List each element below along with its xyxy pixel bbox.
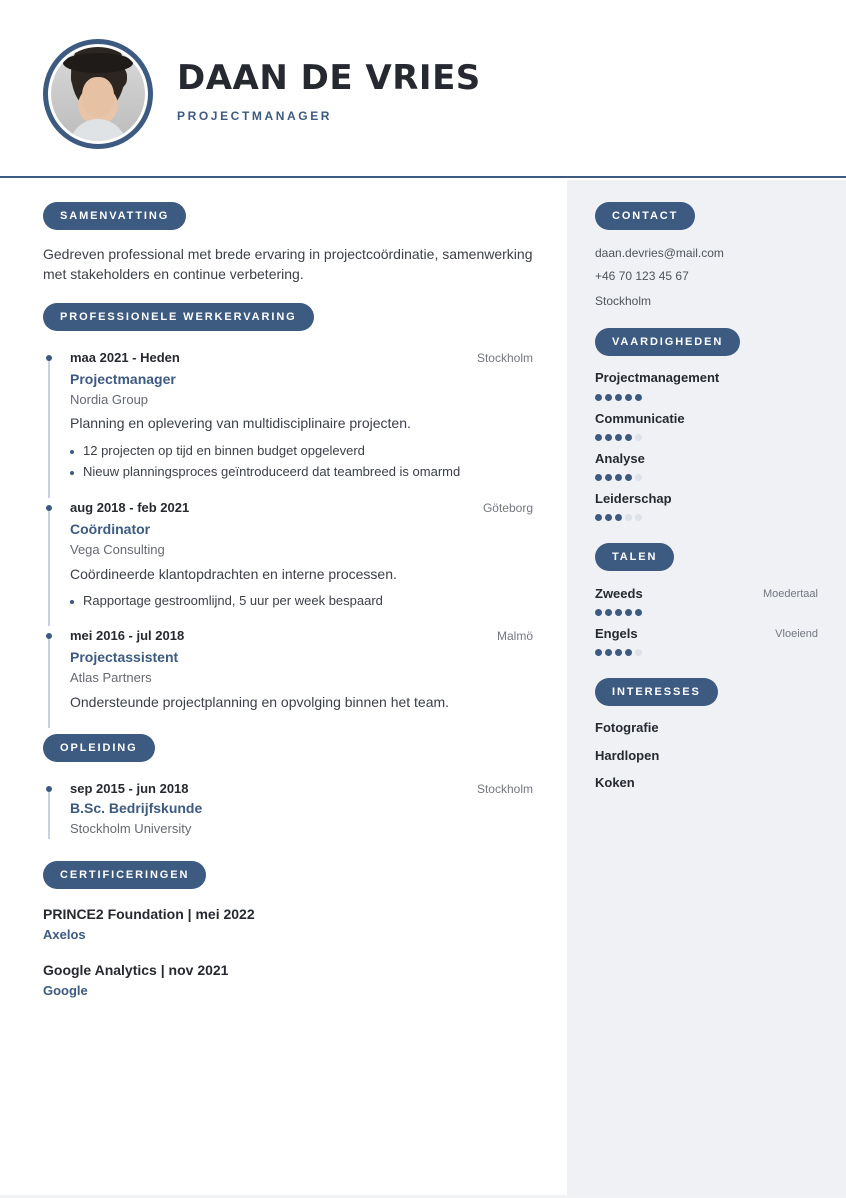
section-heading-contact: CONTACT (595, 202, 695, 230)
language-rating (595, 649, 642, 657)
job-title-entry: Projectmanager (70, 371, 176, 387)
timeline-dot (46, 355, 52, 361)
timeline-line (48, 789, 50, 839)
language-rating (595, 609, 642, 617)
section-heading-certifications: CERTIFICERINGEN (43, 861, 206, 889)
summary-text: Gedreven professional met brede ervaring in projectcoördinatie, samenwerking met stakeholders en continue verbetering. (43, 246, 533, 282)
rating-dot-filled (595, 649, 602, 656)
language-level: Vloeiend (775, 628, 818, 640)
job-bullet: 12 projecten op tijd en binnen budget opgeleverd (70, 443, 365, 458)
profile-photo-frame (43, 39, 153, 149)
contact-city: Stockholm (595, 294, 652, 308)
timeline-line (48, 358, 50, 498)
job-bullet: Nieuw planningsproces geïntroduceerd dat teambreed is omarmd (70, 464, 460, 479)
rating-dot-filled (605, 394, 612, 401)
rating-dot-filled (595, 474, 602, 481)
language-level: Moedertaal (762, 588, 818, 600)
timeline-dot (46, 505, 52, 511)
section-heading-education: OPLEIDING (43, 734, 155, 762)
job-title-entry: Projectassistent (70, 649, 179, 665)
rating-dot-filled (625, 649, 632, 656)
language-name: Engels (595, 626, 638, 641)
rating-dot-filled (605, 514, 612, 521)
education-school: Stockholm University (70, 821, 192, 836)
person-name: DAAN DE VRIES (177, 58, 481, 98)
section-heading-languages: TALEN (595, 543, 674, 571)
contact-email[interactable]: daan.devries@mail.com (595, 246, 724, 260)
job-company: Nordia Group (70, 392, 149, 407)
rating-dot-filled (605, 474, 612, 481)
skill-name: Leiderschap (595, 491, 672, 506)
education-degree: B.Sc. Bedrijfskunde (70, 800, 203, 816)
contact-phone[interactable]: +46 70 123 45 67 (595, 269, 689, 283)
rating-dot-filled (595, 609, 602, 616)
rating-dot-empty (635, 514, 642, 521)
resume-header (0, 0, 846, 178)
job-description: Planning en oplevering van multidisciplinaire projecten. (70, 415, 411, 431)
job-date: mei 2016 - jul 2018 (70, 628, 185, 643)
rating-dot-empty (635, 474, 642, 481)
skill-rating (595, 394, 642, 402)
job-location: Malmö (496, 629, 533, 643)
job-title-entry: Coördinator (70, 521, 151, 537)
rating-dot-filled (625, 609, 632, 616)
rating-dot-empty (635, 434, 642, 441)
skill-rating (595, 474, 642, 482)
certification-name: Google Analytics | nov 2021 (43, 962, 229, 978)
skill-name: Projectmanagement (595, 370, 720, 385)
rating-dot-filled (615, 514, 622, 521)
language-name: Zweeds (595, 586, 643, 601)
job-location: Stockholm (476, 351, 533, 365)
job-company: Atlas Partners (70, 670, 152, 685)
job-bullet: Rapportage gestroomlijnd, 5 uur per week bespaard (70, 593, 383, 608)
rating-dot-filled (605, 649, 612, 656)
certification-org: Axelos (43, 927, 86, 942)
certification-name: PRINCE2 Foundation | mei 2022 (43, 906, 255, 922)
skill-name: Communicatie (595, 411, 685, 426)
rating-dot-filled (615, 434, 622, 441)
job-date: aug 2018 - feb 2021 (70, 500, 190, 515)
skill-name: Analyse (595, 451, 645, 466)
rating-dot-empty (635, 649, 642, 656)
rating-dot-filled (615, 394, 622, 401)
skill-rating (595, 434, 642, 442)
education-location: Stockholm (476, 782, 533, 796)
rating-dot-filled (635, 609, 642, 616)
rating-dot-empty (625, 514, 632, 521)
rating-dot-filled (595, 514, 602, 521)
job-title: PROJECTMANAGER (177, 109, 333, 123)
certification-org: Google (43, 983, 88, 998)
job-company: Vega Consulting (70, 542, 165, 557)
interest-item: Koken (595, 775, 635, 790)
rating-dot-filled (595, 434, 602, 441)
skill-rating (595, 514, 642, 522)
profile-photo (51, 47, 145, 141)
rating-dot-filled (595, 394, 602, 401)
job-description: Coördineerde klantopdrachten en interne processen. (70, 566, 397, 582)
rating-dot-filled (605, 609, 612, 616)
rating-dot-filled (625, 474, 632, 481)
job-location: Göteborg (482, 501, 533, 515)
section-heading-summary: SAMENVATTING (43, 202, 186, 230)
rating-dot-filled (615, 649, 622, 656)
interest-item: Hardlopen (595, 748, 660, 763)
timeline-dot (46, 786, 52, 792)
job-description: Ondersteunde projectplanning en opvolging binnen het team. (70, 694, 450, 710)
job-date: maa 2021 - Heden (70, 350, 180, 365)
rating-dot-filled (615, 474, 622, 481)
rating-dot-filled (605, 434, 612, 441)
interest-item: Fotografie (595, 720, 659, 735)
section-heading-skills: VAARDIGHEDEN (595, 328, 740, 356)
timeline-dot (46, 633, 52, 639)
rating-dot-filled (615, 609, 622, 616)
section-heading-experience: PROFESSIONELE WERKERVARING (43, 303, 314, 331)
education-date: sep 2015 - jun 2018 (70, 781, 189, 796)
timeline-line (48, 636, 50, 728)
rating-dot-filled (625, 394, 632, 401)
section-heading-interests: INTERESSES (595, 678, 718, 706)
rating-dot-filled (625, 434, 632, 441)
rating-dot-filled (635, 394, 642, 401)
timeline-line (48, 508, 50, 626)
